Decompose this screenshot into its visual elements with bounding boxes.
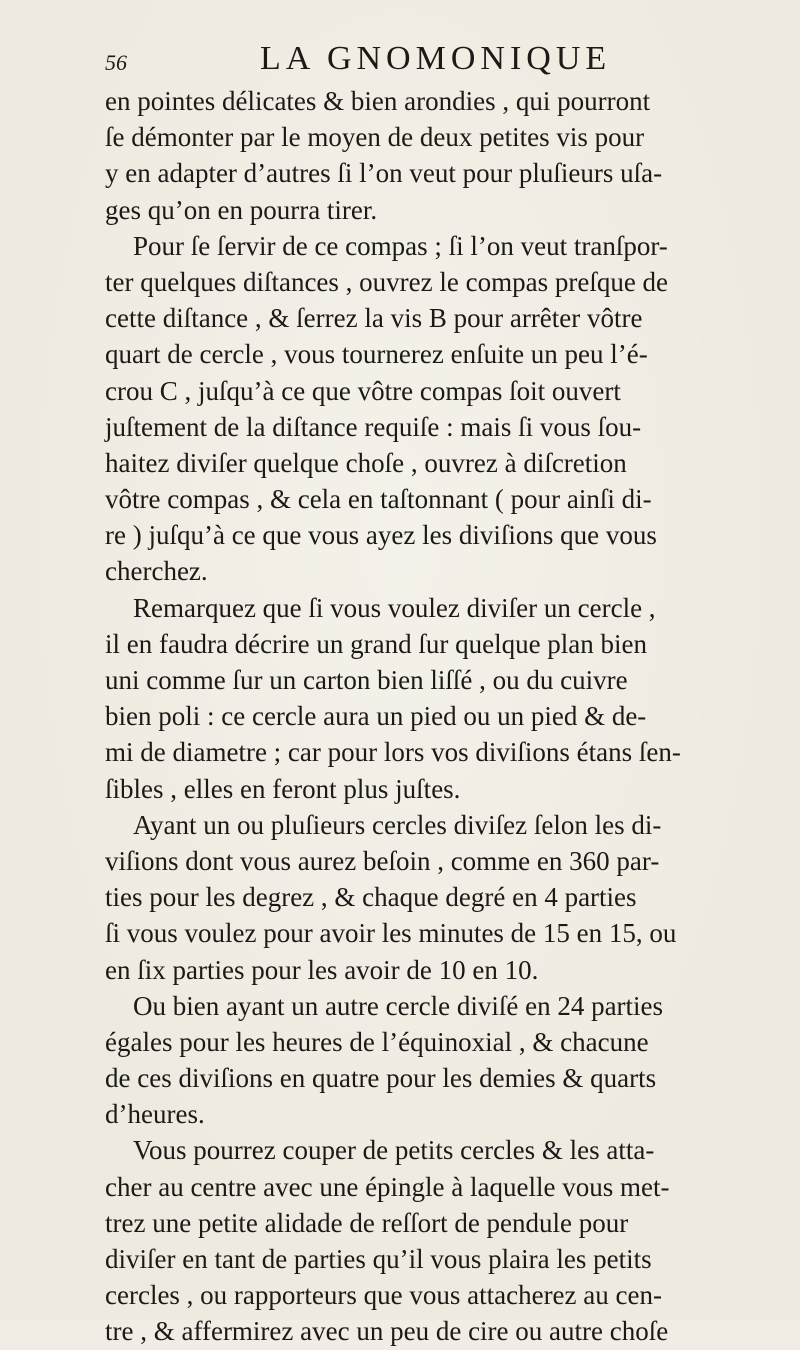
text-line: il en faudra décrire un grand ſur quelque plan bien bbox=[105, 628, 648, 659]
text-line: quart de cercle , vous tournerez enſuite un peu l’é- bbox=[105, 339, 648, 370]
text-line: de ces diviſions en quatre pour les demies & quarts bbox=[105, 1063, 657, 1094]
running-title: LA GNOMONIQUE bbox=[260, 40, 612, 77]
text-line: ſibles , elles en feront plus juſtes. bbox=[105, 773, 461, 804]
text-line: ges qu’on en pourra tirer. bbox=[105, 194, 378, 225]
text-line: ſi vous voulez pour avoir les minutes de 15 en 15, ou bbox=[105, 918, 677, 949]
text-line: Ayant un ou pluſieurs cercles diviſez ſelon les di- bbox=[133, 809, 662, 840]
text-line: y en adapter d’autres ſi l’on veut pour pluſieurs uſa- bbox=[105, 158, 663, 189]
text-line: diviſer en tant de parties qu’il vous plaira les petits bbox=[105, 1244, 652, 1274]
text-line: ſe démonter par le moyen de deux petites vis pour bbox=[105, 122, 645, 153]
text-line: cercles , ou rapporteurs que vous attacherez au cen- bbox=[105, 1280, 662, 1311]
text-line: crou C , juſqu’à ce que vôtre compas ſoit ouvert bbox=[105, 375, 621, 406]
text-line: trez une petite alidade de reſſort de pendule pour bbox=[105, 1207, 629, 1238]
text-line: Remarquez que ſi vous voulez diviſer un cercle , bbox=[133, 592, 656, 623]
text-line: en ſix parties pour les avoir de 10 en 10. bbox=[105, 954, 539, 985]
body-text bbox=[105, 83, 745, 1350]
text-line: ties pour les degrez , & chaque degré en 4 parties bbox=[105, 882, 637, 913]
text-line: ter quelques diſtances , ouvrez le compas preſque de bbox=[105, 266, 669, 297]
text-line: uni comme ſur un carton bien liſſé , ou du cuivre bbox=[105, 665, 628, 695]
text-line: viſions dont vous aurez beſoin , comme en 360 par- bbox=[105, 845, 660, 876]
text-line: haitez diviſer quelque choſe , ouvrez à diſcretion bbox=[105, 447, 627, 478]
text-line: Vous pourrez couper de petits cercles & les atta- bbox=[133, 1135, 655, 1166]
text-line: bien poli : ce cercle aura un pied ou un pied & de- bbox=[105, 701, 647, 732]
text-line: Ou bien ayant un autre cercle diviſé en 24 parties bbox=[133, 990, 664, 1021]
text-line: d’heures. bbox=[105, 1099, 205, 1130]
text-line: vôtre compas , & cela en taſtonnant ( pour ainſi di- bbox=[105, 484, 652, 515]
text-line: tre , & affermirez avec un peu de cire ou autre choſe bbox=[105, 1316, 669, 1347]
text-line: cher au centre avec une épingle à laquelle vous met- bbox=[105, 1171, 670, 1202]
text-line: en pointes délicates & bien arondies , qui pourront bbox=[105, 86, 651, 116]
page-number: 56 bbox=[105, 50, 127, 75]
text-line: égales pour les heures de l’équinoxial , & chacune bbox=[105, 1026, 649, 1057]
text-line: mi de diametre ; car pour lors vos diviſions étans ſen- bbox=[105, 737, 681, 768]
page-header bbox=[105, 40, 745, 80]
text-line: Pour ſe ſervir de ce compas ; ſi l’on veut tranſpor- bbox=[133, 230, 668, 261]
text-line: re ) juſqu’à ce que vous ayez les diviſions que vous bbox=[105, 520, 657, 551]
text-line: cette diſtance , & ſerrez la vis B pour arrêter vôtre bbox=[105, 303, 643, 334]
text-line: juſtement de la diſtance requiſe : mais ſi vous ſou- bbox=[105, 411, 642, 442]
text-line: cherchez. bbox=[105, 556, 208, 587]
